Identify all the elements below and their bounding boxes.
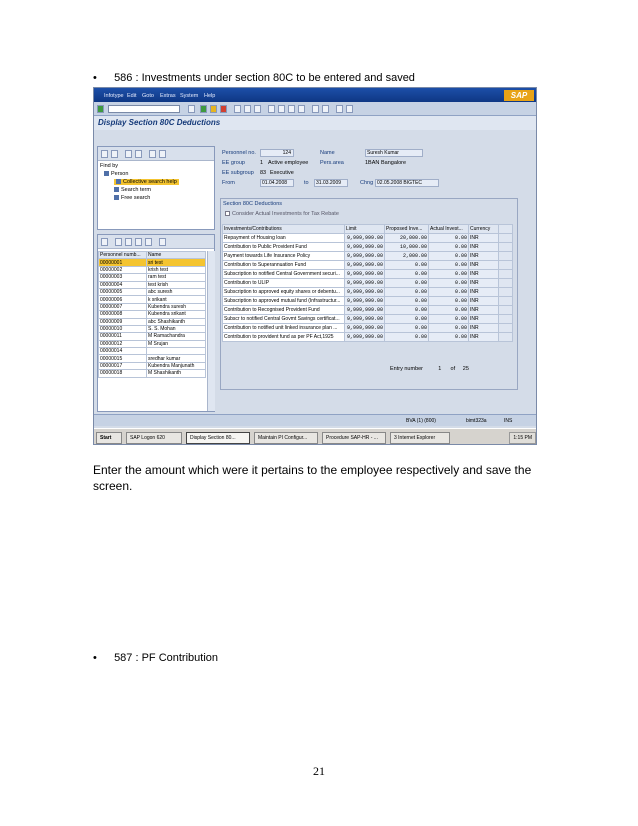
currency-cell: INR [469, 279, 499, 288]
details-icon[interactable] [125, 150, 132, 158]
limit-cell: 9,999,999.00 [345, 243, 385, 252]
object-navigator [97, 146, 215, 230]
currency-cell: INR [469, 288, 499, 297]
ee-group-text: Active employee [268, 160, 309, 166]
row-scroll-cell[interactable] [499, 315, 513, 324]
limit-cell: 9,999,999.00 [345, 288, 385, 297]
col-currency[interactable]: Currency [469, 225, 499, 234]
entry-number-label: Entry number [390, 366, 424, 372]
bullet-marker: • [93, 652, 97, 664]
person-name-cell[interactable]: k srikant [147, 296, 206, 303]
change-label: Chng [360, 180, 374, 186]
actual-cell[interactable]: 0.00 [429, 324, 469, 333]
name-label: Name [320, 150, 335, 156]
status-host: bimt323a [466, 418, 487, 424]
selection-icon[interactable] [111, 150, 118, 158]
ee-group-code: 1 [260, 160, 264, 166]
actual-cell[interactable]: 0.00 [429, 297, 469, 306]
person-row[interactable] [99, 311, 206, 318]
actual-cell[interactable]: 0.00 [429, 279, 469, 288]
person-number-cell[interactable]: 00000010 [99, 325, 147, 332]
free-search-icon [114, 195, 119, 200]
ee-subgroup-label: EE subgroup [222, 170, 254, 176]
proposed-cell[interactable]: 0.00 [385, 333, 429, 342]
limit-cell: 9,999,999.00 [345, 234, 385, 243]
filter-icon[interactable] [115, 238, 122, 246]
proposed-cell[interactable]: 10,000.00 [385, 243, 429, 252]
checkbox-box[interactable] [225, 211, 230, 216]
folder-icon [104, 171, 109, 176]
save-icon[interactable] [188, 105, 195, 113]
find-by-label: Find by [100, 163, 119, 169]
screen-title: Display Section 80C Deductions [94, 116, 537, 130]
limit-cell: 9,999,999.00 [345, 324, 385, 333]
person-name-cell[interactable]: abc Shashikanth [147, 318, 206, 325]
sap-toolbar [94, 102, 537, 116]
settings-icon[interactable] [159, 150, 166, 158]
shortcut-icon[interactable] [322, 105, 329, 113]
investment-row[interactable] [223, 261, 513, 270]
investment-row[interactable] [223, 297, 513, 306]
currency-cell: INR [469, 243, 499, 252]
sort-asc-icon[interactable] [125, 238, 132, 246]
bullet-586-text: 586 : Investments under section 80C to be entered and saved [114, 72, 415, 84]
person-row[interactable] [99, 281, 206, 288]
layout-icon[interactable] [346, 105, 353, 113]
currency-cell: INR [469, 261, 499, 270]
investment-name-cell: Contribution to Recognised Provident Fund [223, 306, 345, 315]
col-limit[interactable]: Limit [345, 225, 385, 234]
proposed-cell[interactable]: 0.00 [385, 306, 429, 315]
person-number-cell[interactable]: 00000011 [99, 333, 147, 340]
bullet-marker: • [93, 72, 97, 84]
name-field: Suresh Kumar [365, 149, 423, 157]
person-name-cell[interactable]: abc suresh [147, 288, 206, 295]
proposed-cell[interactable]: 0.00 [385, 270, 429, 279]
limit-cell: 9,999,999.00 [345, 297, 385, 306]
new-session-icon[interactable] [312, 105, 319, 113]
person-list-scrollbar[interactable] [207, 251, 215, 411]
actual-cell[interactable]: 0.00 [429, 234, 469, 243]
person-row[interactable] [99, 348, 206, 355]
row-scroll-cell[interactable] [499, 288, 513, 297]
find-next-icon[interactable] [254, 105, 261, 113]
from-date-field[interactable]: 01.04.2008 [260, 179, 294, 187]
person-number-cell[interactable]: 00000015 [99, 355, 147, 362]
sort-desc-icon[interactable] [135, 238, 142, 246]
row-scroll-cell[interactable] [499, 306, 513, 315]
person-number-cell[interactable]: 00000012 [99, 340, 147, 347]
person-name-cell[interactable]: test krish [147, 281, 206, 288]
person-number-cell[interactable]: 00000018 [99, 370, 147, 377]
limit-cell: 9,999,999.00 [345, 252, 385, 261]
proposed-cell[interactable]: 0.00 [385, 288, 429, 297]
investment-row[interactable] [223, 252, 513, 261]
row-scroll-cell[interactable] [499, 279, 513, 288]
currency-cell: INR [469, 315, 499, 324]
back-icon[interactable] [200, 105, 207, 113]
instruction-paragraph: Enter the amount which were it pertains to the employee respectively and save the screen. [93, 463, 532, 493]
investment-row[interactable] [223, 333, 513, 342]
person-row[interactable] [99, 333, 206, 340]
person-name-cell[interactable]: ram test [147, 274, 206, 281]
actual-cell[interactable]: 0.00 [429, 315, 469, 324]
person-row[interactable] [99, 362, 206, 369]
sap-menubar [94, 88, 537, 102]
entry-of: of [450, 366, 456, 372]
limit-cell: 9,999,999.00 [345, 306, 385, 315]
actual-cell[interactable]: 0.00 [429, 261, 469, 270]
tree-collective-search-help[interactable]: Collective search help [114, 179, 179, 185]
person-number-cell[interactable]: 00000017 [99, 362, 147, 369]
menu-help[interactable]: Help [204, 93, 216, 99]
currency-cell: INR [469, 297, 499, 306]
menu-goto[interactable]: Goto [142, 93, 154, 99]
person-number-cell[interactable]: 00000004 [99, 281, 147, 288]
tree-person[interactable]: Person [104, 171, 128, 177]
tree-free-search[interactable]: Free search [114, 195, 150, 201]
first-page-icon[interactable] [268, 105, 275, 113]
proposed-cell[interactable]: 2,000.00 [385, 252, 429, 261]
person-number-cell[interactable]: 00000002 [99, 266, 147, 273]
print-icon[interactable] [234, 105, 241, 113]
task-sap-logon[interactable]: SAP Logon 620 [126, 432, 182, 444]
investment-name-cell: Contribution to ULIP [223, 279, 345, 288]
next-page-icon[interactable] [288, 105, 295, 113]
task-maintain-pi[interactable]: Maintain PI Configur... [254, 432, 318, 444]
consider-actual-checkbox[interactable]: Consider Actual Investments for Tax Rebate [225, 211, 339, 217]
bullet-587 [93, 652, 218, 664]
exit-icon[interactable] [210, 105, 217, 113]
person-name-cell[interactable]: Kubendra suresh [147, 303, 206, 310]
person-number-cell[interactable]: 00000005 [99, 288, 147, 295]
sap-screenshot [93, 87, 537, 445]
investment-row[interactable] [223, 324, 513, 333]
row-scroll-cell[interactable] [499, 252, 513, 261]
proposed-cell[interactable]: 0.00 [385, 315, 429, 324]
investment-row[interactable] [223, 306, 513, 315]
investment-name-cell: Contribution to notified unit linked insurance plan ... [223, 324, 345, 333]
col-proposed[interactable]: Proposed Inve... [385, 225, 429, 234]
limit-cell: 9,999,999.00 [345, 333, 385, 342]
row-scroll-cell[interactable] [499, 234, 513, 243]
start-button[interactable]: Start [96, 432, 122, 444]
actual-cell[interactable]: 0.00 [429, 243, 469, 252]
investment-row[interactable] [223, 279, 513, 288]
section-80c-title: Section 80C Deductions [223, 201, 283, 207]
row-scroll-cell[interactable] [499, 297, 513, 306]
menu-infotype[interactable]: Infotype [104, 93, 124, 99]
command-field[interactable] [108, 105, 180, 113]
cancel-icon[interactable] [220, 105, 227, 113]
limit-cell: 9,999,999.00 [345, 279, 385, 288]
investment-name-cell: Subscription to notified Central Government securi... [223, 270, 345, 279]
limit-cell: 9,999,999.00 [345, 270, 385, 279]
person-number-cell[interactable]: 00000008 [99, 311, 147, 318]
investment-name-cell: Subscription to approved equity shares or debentu... [223, 288, 345, 297]
task-internet-explorer[interactable]: 3 Internet Explorer [390, 432, 450, 444]
menu-edit[interactable]: Edit [127, 93, 137, 99]
bullet-587-text: 587 : PF Contribution [114, 652, 219, 664]
row-scroll-cell[interactable] [499, 333, 513, 342]
find-list-icon[interactable] [145, 238, 152, 246]
person-row[interactable] [99, 370, 206, 377]
person-number-cell[interactable]: 00000006 [99, 296, 147, 303]
proposed-cell[interactable]: 20,000.00 [385, 234, 429, 243]
actual-cell[interactable]: 0.00 [429, 252, 469, 261]
investment-name-cell: Repayment of Housing loan [223, 234, 345, 243]
investment-row[interactable] [223, 243, 513, 252]
person-name-cell[interactable]: Kubendra srikant [147, 311, 206, 318]
actual-cell[interactable]: 0.00 [429, 306, 469, 315]
row-scroll-cell[interactable] [499, 243, 513, 252]
search-term-icon [114, 187, 119, 192]
person-row[interactable] [99, 288, 206, 295]
person-name-cell[interactable]: sredhar kumar [147, 355, 206, 362]
pers-area-text: Bangalore [381, 160, 407, 166]
row-scroll-cell[interactable] [499, 270, 513, 279]
application-toolbar [94, 130, 537, 144]
from-label: From [222, 180, 235, 186]
person-row[interactable] [99, 266, 206, 273]
personnel-no-field[interactable]: 124 [260, 149, 294, 157]
limit-cell: 9,999,999.00 [345, 261, 385, 270]
help-icon[interactable] [336, 105, 343, 113]
currency-cell: INR [469, 324, 499, 333]
person-number-cell[interactable]: 00000007 [99, 303, 147, 310]
limit-cell: 9,999,999.00 [345, 315, 385, 324]
person-name-cell[interactable] [147, 348, 206, 355]
system-tray-clock: 1:15 PM [509, 432, 536, 444]
collapse-icon[interactable] [101, 150, 108, 158]
investments-table [222, 224, 513, 342]
investment-row[interactable] [223, 270, 513, 279]
col-investments[interactable]: Investments/Contributions [223, 225, 345, 234]
entry-number: 1 [438, 366, 442, 372]
export-icon[interactable] [159, 238, 166, 246]
enter-icon[interactable] [97, 105, 104, 113]
personnel-no-label: Personnel no. [222, 150, 256, 156]
person-row[interactable] [99, 296, 206, 303]
row-scroll-cell[interactable] [499, 324, 513, 333]
investment-name-cell: Subscription to approved mutual fund (Infrastructur... [223, 297, 345, 306]
search-help-icon [116, 179, 121, 184]
person-name-cell[interactable]: krish test [147, 266, 206, 273]
ee-subgroup-code: 83 [260, 170, 267, 176]
windows-taskbar [94, 428, 537, 445]
person-table [98, 251, 206, 378]
currency-cell: INR [469, 306, 499, 315]
pers-area-code: 1BAN [365, 160, 380, 166]
menu-extras[interactable]: Extras [160, 93, 176, 99]
to-date-field[interactable]: 31.03.2009 [314, 179, 348, 187]
person-row[interactable] [99, 355, 206, 362]
actual-cell[interactable]: 0.00 [429, 333, 469, 342]
col-actual[interactable]: Actual Invest... [429, 225, 469, 234]
row-scroll-cell[interactable] [499, 261, 513, 270]
last-page-icon[interactable] [298, 105, 305, 113]
to-label: to [304, 180, 309, 186]
person-name-cell[interactable]: Kubendra Manjunath [147, 362, 206, 369]
person-list-panel [97, 234, 215, 412]
person-name-cell[interactable]: S. S. Mohan [147, 325, 206, 332]
col-name[interactable]: Name [147, 252, 206, 259]
status-mode: INS [504, 418, 513, 424]
person-number-cell[interactable]: 00000009 [99, 318, 147, 325]
investment-row[interactable] [223, 234, 513, 243]
person-row[interactable] [99, 318, 206, 325]
person-row[interactable] [99, 274, 206, 281]
currency-cell: INR [469, 252, 499, 261]
person-search-icon[interactable] [149, 150, 156, 158]
status-bar [94, 414, 537, 426]
ee-subgroup-text: Executive [270, 170, 294, 176]
col-personnel-number[interactable]: Personnel numb... [99, 252, 147, 259]
person-row[interactable] [99, 259, 206, 266]
investment-name-cell: Subscr to notified Central Govmt Savings certificat... [223, 315, 345, 324]
investment-name-cell: Contribution to Superannuation Fund [223, 261, 345, 270]
person-name-cell[interactable]: M Srujan [147, 340, 206, 347]
investment-name-cell: Contribution to Public Provident Fund [223, 243, 345, 252]
prev-page-icon[interactable] [278, 105, 285, 113]
table-settings-icon[interactable] [499, 225, 513, 234]
page-number: 21 [313, 764, 325, 778]
actual-cell[interactable]: 0.00 [429, 270, 469, 279]
investment-row[interactable] [223, 288, 513, 297]
list-icon[interactable] [135, 150, 142, 158]
currency-cell: INR [469, 333, 499, 342]
tree-search-term[interactable]: Search term [114, 187, 151, 193]
ee-group-label: EE group [222, 160, 245, 166]
proposed-cell[interactable]: 0.00 [385, 261, 429, 270]
currency-cell: INR [469, 270, 499, 279]
proposed-cell[interactable]: 0.00 [385, 279, 429, 288]
person-row[interactable] [99, 340, 206, 347]
task-procedure-sap-hr[interactable]: Procedure SAP-HR - ... [322, 432, 386, 444]
change-field: 02.05.2008 BIGTEC [375, 179, 439, 187]
person-list-toolbar [98, 235, 214, 249]
actual-cell[interactable]: 0.00 [429, 288, 469, 297]
investment-name-cell: Payment towards Life Insurance Policy [223, 252, 345, 261]
find-icon[interactable] [244, 105, 251, 113]
investment-row[interactable] [223, 315, 513, 324]
entry-total: 25 [462, 366, 469, 372]
status-system: BVA (1) (800) [406, 418, 436, 424]
person-name-cell[interactable]: sri test [147, 259, 206, 266]
menu-system[interactable]: System [180, 93, 199, 99]
person-row[interactable] [99, 303, 206, 310]
person-name-cell[interactable]: M Ramachandra [147, 333, 206, 340]
task-display-section[interactable]: Display Section 80... [186, 432, 250, 444]
pers-area-label: Pers.area [320, 160, 344, 166]
person-number-cell[interactable]: 00000003 [99, 274, 147, 281]
proposed-cell[interactable]: 0.00 [385, 297, 429, 306]
select-all-icon[interactable] [101, 238, 108, 246]
investment-name-cell: Contribution to provident fund as per PF Act,1925 [223, 333, 345, 342]
proposed-cell[interactable]: 0.00 [385, 324, 429, 333]
person-number-cell[interactable]: 00000001 [99, 259, 147, 266]
person-number-cell[interactable]: 00000014 [99, 348, 147, 355]
entry-indicator [390, 366, 469, 372]
navigator-toolbar [98, 147, 214, 161]
person-row[interactable] [99, 325, 206, 332]
bullet-586 [93, 72, 415, 84]
currency-cell: INR [469, 234, 499, 243]
person-name-cell[interactable]: M Shashikanth [147, 370, 206, 377]
sap-logo: SAP [504, 90, 534, 101]
